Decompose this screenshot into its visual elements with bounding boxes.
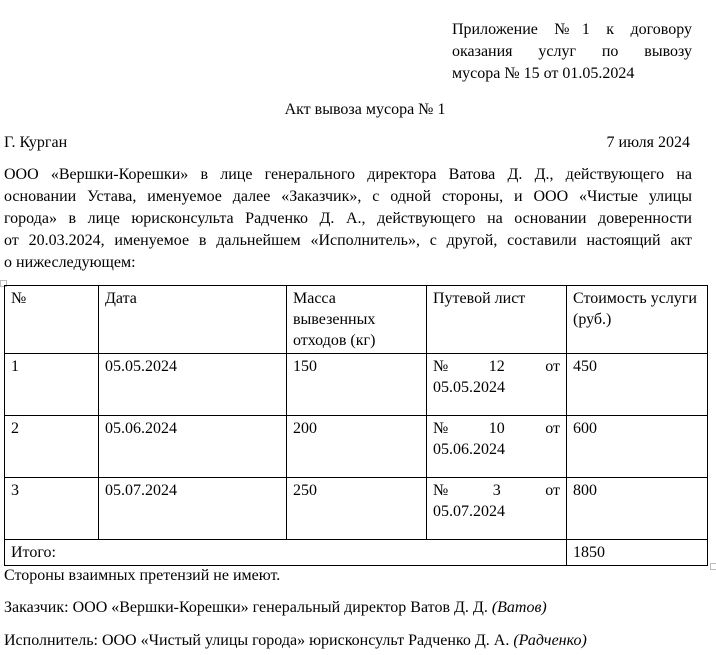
total-label: Итого: [5,540,567,566]
contractor-text: Исполнитель: ООО «Чистый улицы города» юрисконсульт Радченко Д. А. [4,632,510,649]
appendix-line: Приложение №1 к договору [452,21,692,38]
city: Г. Курган [4,134,68,151]
waybill-no-sign: № [433,358,449,375]
intro-line: города» в лице юрисконсульта Радченко Д. А., действующего на основании доверенности [4,210,692,227]
document-title: Акт вывоза мусора № 1 [284,101,446,118]
cell-num: 2 [5,416,99,478]
total-value: 1850 [567,540,708,566]
waybill-number: 10 [488,420,505,437]
cell-mass: 250 [287,478,427,540]
contractor-signature: (Радченко) [513,632,587,649]
cell-date: 05.06.2024 [99,416,287,478]
waybill-from: от [545,358,560,375]
customer-text: Заказчик: ООО «Вершки-Корешки» генеральный директор Ватов Д. Д. [4,599,488,616]
cell-cost: 600 [567,416,708,478]
cell-num: 1 [5,354,99,416]
cell-waybill [427,354,567,416]
header-waybill: Путевой лист [427,286,567,354]
contractor-signature-line [4,630,587,652]
waybill-from: от [545,482,560,499]
header-cost: Стоимость услуги (руб.) [567,286,708,354]
waybill-date: 05.05.2024 [433,379,505,396]
table-total-row [5,540,708,566]
cell-waybill [427,416,567,478]
cell-mass: 200 [287,416,427,478]
header-date: Дата [99,286,287,354]
cell-num: 3 [5,478,99,540]
header-mass: Масса вывезенных отходов (кг) [287,286,427,354]
table-row [5,416,708,478]
intro-line: о нижеследующем: [4,254,136,271]
waybill-number: 12 [488,358,505,375]
cell-date: 05.05.2024 [99,354,287,416]
waybill-number: 3 [492,482,501,499]
closing-statement: Стороны взаимных претензий не имеют. [4,567,281,584]
intro-line: от 20.03.2024, именуемое в дальнейшем «Исполнитель», с другой, составили настоящий акт [4,232,692,249]
cell-cost: 800 [567,478,708,540]
appendix-note [452,19,692,85]
appendix-line: оказания услуг по вывозу [452,43,692,60]
waybill-from: от [545,420,560,437]
waybill-date: 05.06.2024 [433,441,505,458]
waybill-no-sign: № [433,420,449,437]
customer-signature: (Ватов) [491,599,547,616]
table-row [5,354,708,416]
appendix-line: мусора № 15 от 01.05.2024 [452,65,635,82]
intro-paragraph [4,164,692,274]
cell-mass: 150 [287,354,427,416]
cell-cost: 450 [567,354,708,416]
intro-line: основании Устава, именуемое далее «Заказчик», с одной стороны, и ООО «Чистые улицы [4,188,692,205]
document-date: 7 июля 2024 [606,134,690,151]
table-row [5,478,708,540]
table-resize-mark [710,563,716,570]
cell-waybill [427,478,567,540]
waybill-date: 05.07.2024 [433,503,505,520]
table-header-row [5,286,708,354]
cell-date: 05.07.2024 [99,478,287,540]
waste-table [4,285,708,566]
waybill-no-sign: № [433,482,449,499]
header-num: № [5,286,99,354]
intro-line: ООО «Вершки-Корешки» в лице генерального директора Ватова Д. Д., действующего на [4,166,692,183]
customer-signature-line [4,597,547,619]
